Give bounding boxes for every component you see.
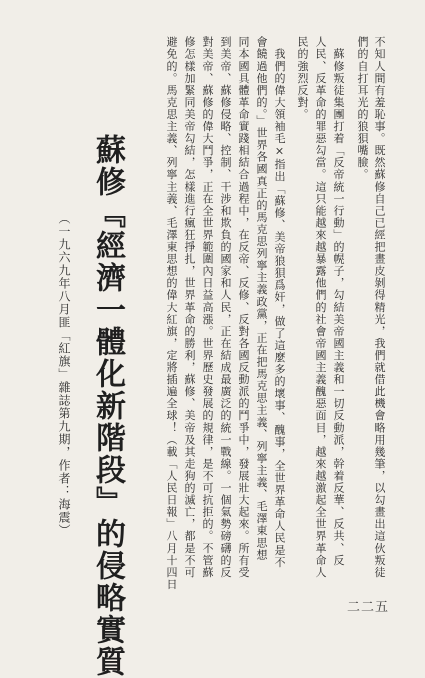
body-line: 我們的偉大領袖毛×指出「蘇修、美帝狼狽爲奸，做了這麼多的壞事、醜事，全世界革命人民是不 bbox=[273, 36, 286, 569]
page-number: 二二五 bbox=[346, 600, 389, 615]
body-line: 蘇修叛徒集團打着「反帝統一行動」的幌子，勾結美帝國主義和一切反動派，幹着反華、反共、反 bbox=[332, 36, 345, 567]
body-line: 對美帝、蘇修的偉大鬥爭，正在全世界範圍內日益高漲。世界歷史發展的規律，是不可抗拒的。不管蘇 bbox=[201, 36, 214, 579]
article-source: （一九六九年八月匪「紅旗」雜誌第九期，作者：海震） bbox=[57, 212, 71, 537]
article-title: 蘇修『經濟一體化新階段』的侵略實質 bbox=[90, 134, 125, 678]
body-line: 人民、反革命的罪惡勾當。這只能越來越暴露他們的社會帝國主義醜惡面目，越來越激起全世界革命人 bbox=[314, 36, 327, 579]
body-line: 們的自打耳光的狼狽嘴臉。 bbox=[356, 36, 369, 181]
body-line: 修怎樣加緊同美帝勾結，怎樣進行瘋狂掙扎，世界革命的勝利，蘇修、美帝及其走狗的滅亡，都是不可 bbox=[183, 36, 196, 579]
body-line: 民的強烈反對。 bbox=[296, 36, 309, 121]
body-line: 同本國具體革命實踐相結合過程中，在反帝、反修、反對各國反動派的鬥爭中，發展壯大起來。所有受 bbox=[237, 36, 250, 579]
body-line: 會饒過他們的。」世界各國真正的馬克思列寧主義政黨，正在把馬克思主義、列寧主義、毛澤東思想 bbox=[255, 36, 268, 561]
body-line: 不知人間有羞恥事。既然蘇修自己已經把畫皮剝得精光，我們就借此機會略用幾筆，以勾畫出這伙叛徒 bbox=[373, 36, 386, 579]
body-line: 避免的。馬克思主義、列寧主義、毛澤東思想的偉大紅旗，定將插遍全球！（載「人民日報」八月十四日 bbox=[165, 36, 178, 591]
body-line: 到美帝、蘇修侵略、控制、干涉和欺負的國家和人民，正在結成最廣泛的統一戰線。一個氣勢磅礴的反 bbox=[219, 36, 232, 579]
